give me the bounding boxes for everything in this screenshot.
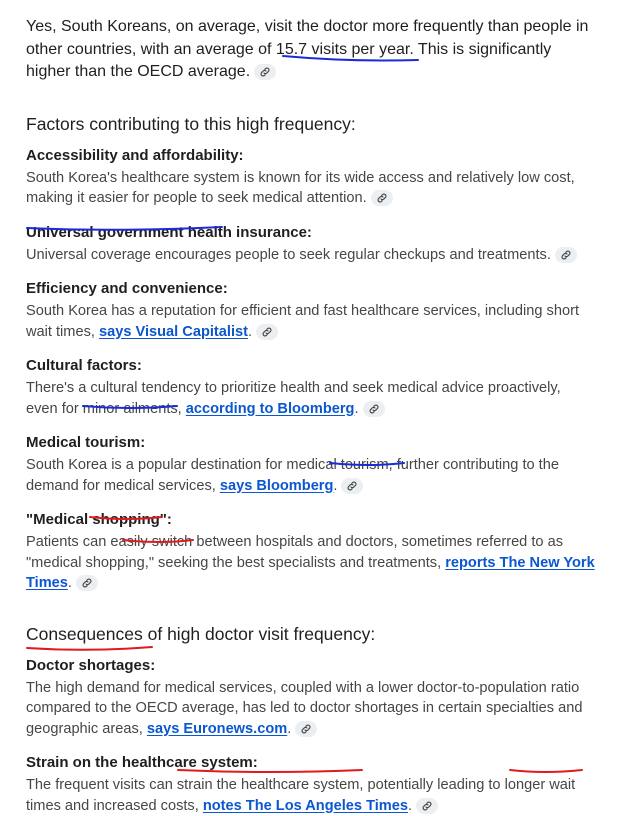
factor-title: Universal government health insurance: bbox=[26, 223, 312, 241]
link-icon bbox=[560, 249, 572, 261]
factor-item bbox=[26, 146, 596, 209]
source-chip[interactable] bbox=[341, 478, 363, 494]
factor-body bbox=[26, 301, 596, 342]
factor-body-text: Patients can easily switch between hospitals and doctors, sometimes referred to as "medical shopping," seeking the best specialists and treatments, bbox=[26, 534, 563, 571]
factor-body-text: South Korea's healthcare system is known for its wide access and relatively low cost, making it easier for people to seek medical attention. bbox=[26, 169, 575, 206]
consequence-title: Strain on the healthcare system: bbox=[26, 754, 258, 771]
source-chip[interactable] bbox=[254, 64, 276, 80]
source-chip[interactable] bbox=[371, 190, 393, 206]
source-chip[interactable] bbox=[363, 401, 385, 417]
factor-title: "Medical shopping": bbox=[26, 511, 172, 528]
consequence-body bbox=[26, 678, 596, 740]
sentence-end: . bbox=[333, 477, 338, 494]
factor-title: Efficiency and convenience: bbox=[26, 280, 228, 297]
factor-title: Cultural factors: bbox=[26, 357, 142, 374]
source-link[interactable]: says Euronews.com bbox=[146, 720, 288, 737]
link-icon bbox=[346, 480, 358, 492]
link-icon bbox=[261, 326, 273, 338]
factor-body-text: There's a cultural tendency to prioritize health and seek medical advice proactively, even for minor ailments, bbox=[26, 380, 561, 417]
factor-body bbox=[26, 532, 596, 594]
link-icon bbox=[368, 403, 380, 415]
source-chip[interactable] bbox=[555, 247, 577, 263]
source-link[interactable]: according to Bloomberg bbox=[185, 400, 355, 417]
source-chip[interactable] bbox=[76, 575, 98, 591]
factor-item bbox=[26, 356, 596, 419]
link-icon bbox=[259, 66, 271, 78]
factor-body bbox=[26, 378, 596, 419]
sentence-end: . bbox=[67, 575, 72, 591]
source-chip[interactable] bbox=[256, 324, 278, 340]
factor-item bbox=[26, 510, 596, 594]
factors-heading: Factors contributing to this high frequency: bbox=[26, 113, 356, 134]
source-link[interactable]: says Visual Capitalist bbox=[98, 323, 248, 340]
intro-text: Yes, South Koreans, on average, visit the doctor more frequently than people in other countries, with an average of 15.7 visits per year. This is significantly higher than the OECD average. bbox=[26, 18, 589, 80]
factor-item bbox=[26, 433, 596, 496]
consequences-heading: Consequences of high doctor visit frequency: bbox=[26, 623, 376, 644]
source-link[interactable]: notes The Los Angeles Times bbox=[202, 797, 409, 814]
consequence-title: Doctor shortages: bbox=[26, 656, 156, 674]
link-icon bbox=[376, 192, 388, 204]
response-content bbox=[26, 0, 596, 816]
consequence-item bbox=[26, 656, 596, 740]
consequence-body-text: The frequent visits can strain the healthcare system, potentially leading to longer wait times and increased costs, bbox=[26, 777, 576, 814]
source-chip[interactable] bbox=[416, 798, 438, 814]
source-link[interactable]: says Bloomberg bbox=[219, 477, 334, 494]
intro-paragraph bbox=[26, 16, 596, 84]
source-chip[interactable] bbox=[295, 721, 317, 737]
sentence-end: . bbox=[287, 720, 292, 737]
factor-body-text: Universal coverage encourages people to seek regular checkups and treatments. bbox=[26, 246, 551, 263]
sentence-end: . bbox=[247, 323, 253, 340]
link-icon bbox=[300, 723, 312, 735]
factor-title: Accessibility and affordability: bbox=[26, 146, 244, 164]
source-link[interactable]: reports The New York Times bbox=[26, 554, 595, 591]
factor-item bbox=[26, 223, 596, 266]
sentence-end: . bbox=[408, 797, 413, 814]
factor-body-text: South Korea is a popular destination for medical tourism, further contributing to the demand for medical services, bbox=[26, 457, 559, 494]
consequence-body bbox=[26, 775, 596, 816]
consequence-body-text: The high demand for medical services, coupled with a lower doctor-to-population ratio compared to the OECD average, has led to doctor shortages in certain specialties and geographic areas, bbox=[26, 679, 583, 737]
factor-body bbox=[26, 245, 596, 266]
sentence-end: . bbox=[354, 400, 359, 417]
link-icon bbox=[421, 800, 433, 812]
factor-title: Medical tourism: bbox=[26, 434, 146, 451]
link-icon bbox=[81, 577, 93, 589]
factor-body bbox=[26, 168, 596, 209]
factor-body-text: South Korea has a reputation for efficient and fast healthcare services, including short wait times, bbox=[26, 303, 580, 340]
factor-body bbox=[26, 455, 596, 496]
factor-item bbox=[26, 279, 596, 342]
